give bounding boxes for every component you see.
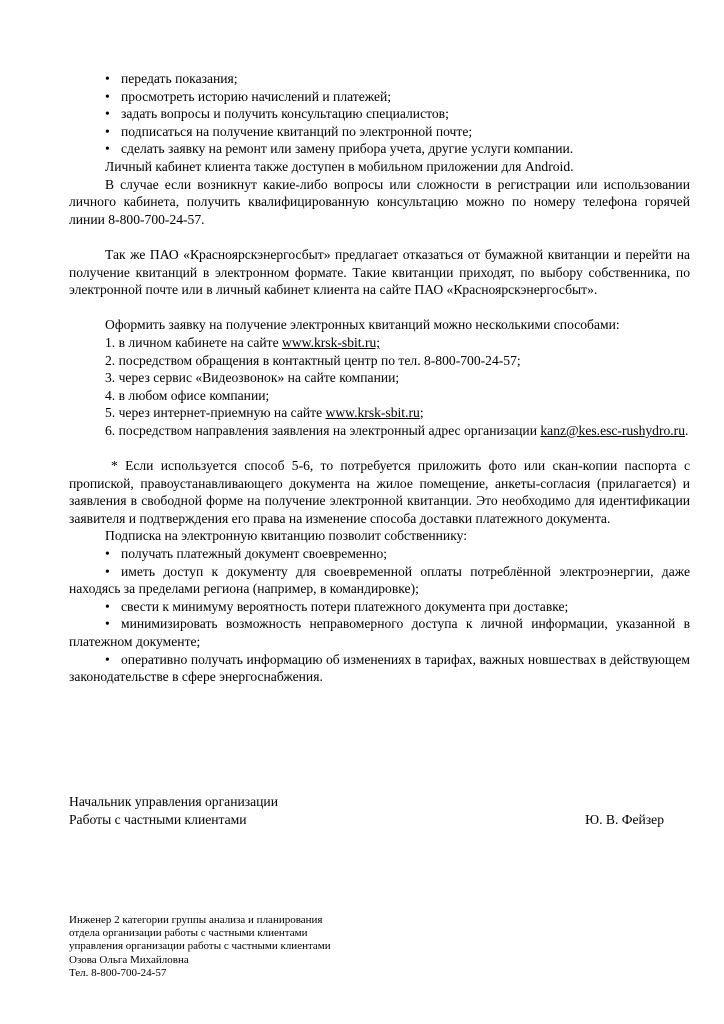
document-body bbox=[69, 70, 690, 686]
signature-title-line2: Работы с частными клиентами bbox=[69, 812, 247, 827]
email-link[interactable]: kanz@kes.esc-rushydro.ru bbox=[540, 422, 686, 438]
list-item: • получать платежный документ своевременно; bbox=[105, 546, 388, 562]
list-item: • свести к минимуму вероятность потери платежного документа при доставке; bbox=[105, 598, 569, 614]
bullet-icon: • bbox=[105, 651, 110, 667]
way-item: 2. посредством обращения в контактный центр по тел. 8-800-700-24-57; bbox=[105, 352, 521, 368]
paragraph-benefits: Подписка на электронную квитанцию позволит собственнику: bbox=[105, 528, 468, 544]
signature-block bbox=[69, 793, 664, 829]
bullet-icon: • bbox=[105, 563, 110, 579]
paragraph-note: * Если используется способ 5-6, то потребуется приложить фото или скан-копии паспорта с пропиской, правоустанавливающего документа на жилое помещение, анкеты-согласия (прилагается) и заявления в свободной форме на получение электронной квитанции. Это необходимо для идентификации заявителя и подтверждения его права на изменение способа доставки платежного документа. bbox=[69, 458, 690, 526]
bullet-icon: • bbox=[105, 141, 110, 157]
paragraph-hotline: В случае если возникнут какие-либо вопросы или сложности в регистрации или использовании личного кабинета, получить квалифицированную консультацию можно по номеру телефона горячей линии 8-800-700-24-57. bbox=[69, 176, 690, 227]
paragraph-mobile: Личный кабинет клиента также доступен в мобильном приложении для Android. bbox=[105, 158, 574, 174]
bullet-icon: • bbox=[105, 616, 110, 632]
way-item: 4. в любом офисе компании; bbox=[105, 387, 270, 403]
list-item: • оперативно получать информацию об изменениях в тарифах, важных новшествах в действующем законодательстве в сфере энергоснабжения. bbox=[69, 651, 690, 685]
site-link[interactable]: www.krsk-sbit.ru bbox=[325, 405, 420, 421]
list-item: • минимизировать возможность неправомерного доступа к личной информации, указанной в платежном документе; bbox=[69, 616, 690, 649]
way-item: 1. в личном кабинете на сайте www.krsk-sbit.ru; bbox=[105, 334, 381, 350]
bullet-icon: • bbox=[105, 598, 110, 614]
bullet-icon: • bbox=[105, 106, 110, 122]
list-item: • передать показания; bbox=[105, 71, 238, 86]
executor-footer: Инженер 2 категории группы анализа и планирования отдела организации работы с частными клиентами управления организации работы с частными клиентами Озова Ольга Михайловна Тел. 8-800-700-24-57 bbox=[69, 914, 331, 979]
bullet-icon: • bbox=[105, 71, 110, 86]
list-item: • сделать заявку на ремонт или замену прибора учета, другие услуги компании. bbox=[105, 141, 574, 157]
list-item: • иметь доступ к документу для своевременной оплаты потреблённой электроэнергии, даже находясь за пределами региона (например, в командировке); bbox=[69, 563, 690, 597]
paragraph-offer: Так же ПАО «Красноярскэнергосбыт» предлагает отказаться от бумажной квитанции и перейти на получение квитанций в электронном формате. Такие квитанции приходят, по выбору собственника, по электронной почте или в личный кабинет клиента на сайте ПАО «Красноярскэнергосбыт». bbox=[69, 246, 690, 298]
bullet-icon: • bbox=[105, 88, 110, 104]
signature-title-line1: Начальник управления организации bbox=[69, 794, 278, 809]
ways-intro: Оформить заявку на получение электронных квитанций можно несколькими способами: bbox=[105, 317, 620, 333]
list-item: • подписаться на получение квитанций по электронной почте; bbox=[105, 123, 473, 139]
list-item: • задать вопросы и получить консультацию специалистов; bbox=[105, 106, 449, 122]
way-item: 5. через интернет-приемную на сайте www.krsk-sbit.ru; bbox=[105, 405, 424, 421]
bullet-icon: • bbox=[105, 123, 110, 139]
signature-name: Ю. В. Фейзер bbox=[585, 812, 664, 827]
bullet-icon: • bbox=[105, 546, 110, 562]
list-item: • просмотреть историю начислений и платежей; bbox=[105, 88, 392, 104]
way-item: 6. посредством направления заявления на электронный адрес организации kanz@kes.esc-rushydro.ru. bbox=[105, 422, 689, 438]
site-link[interactable]: www.krsk-sbit.ru; bbox=[282, 334, 381, 350]
way-item: 3. через сервис «Видеозвонок» на сайте компании; bbox=[105, 370, 400, 386]
